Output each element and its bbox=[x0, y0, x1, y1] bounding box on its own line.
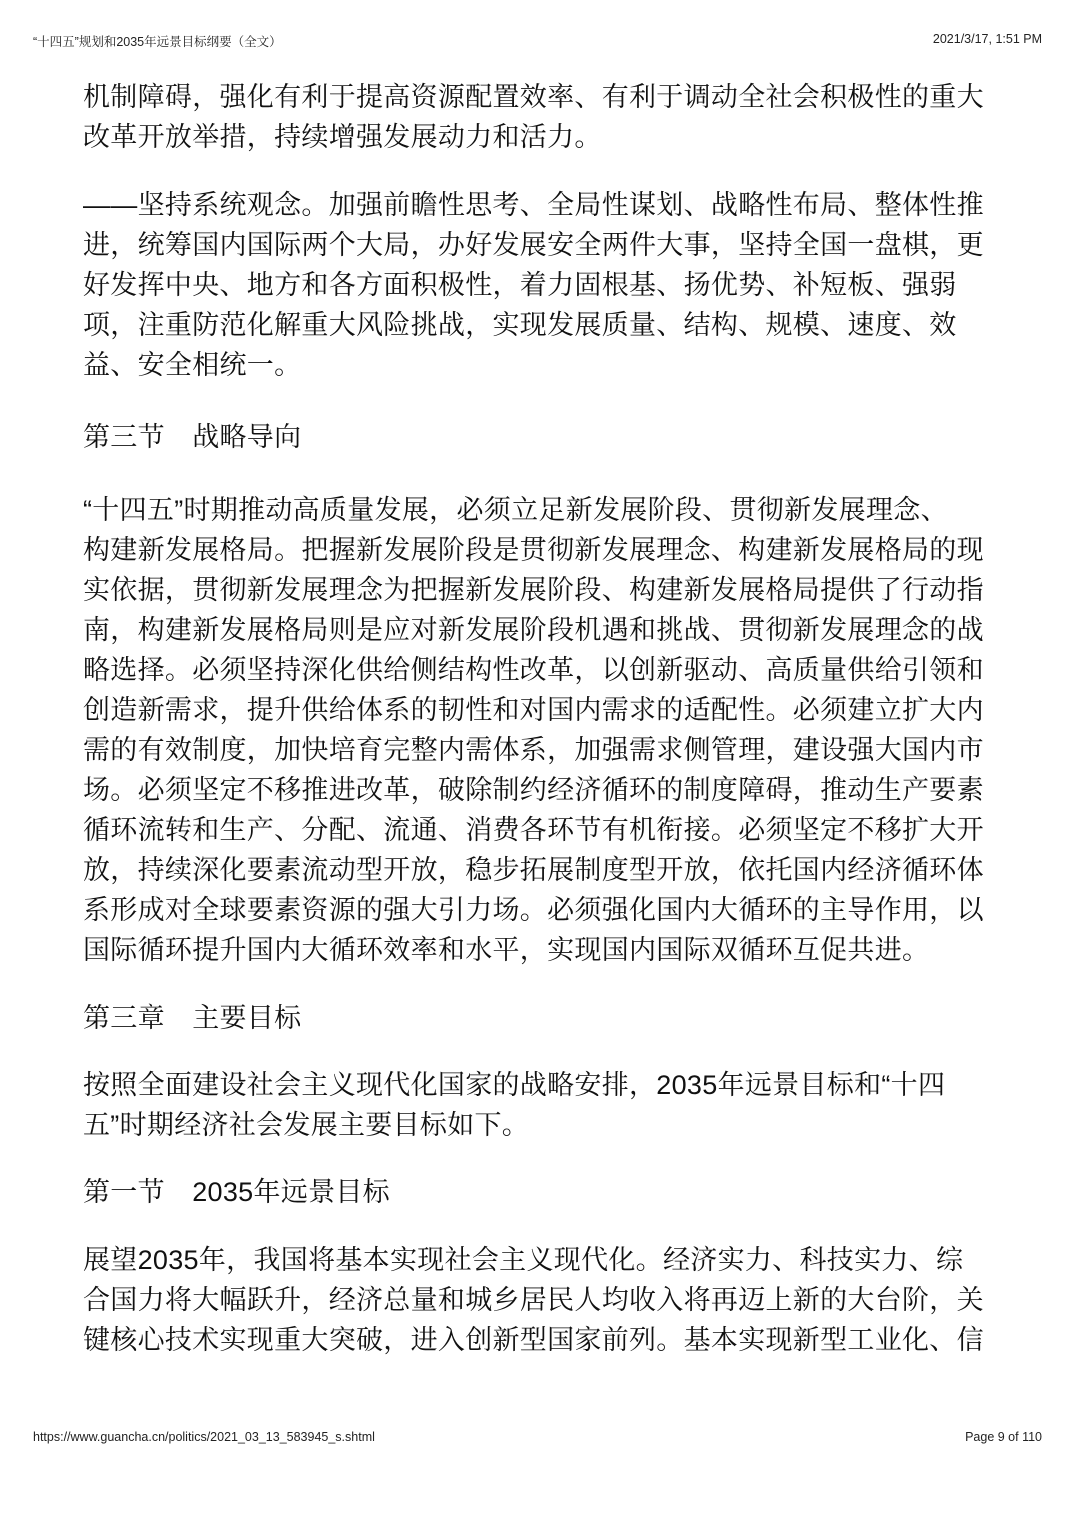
text-line: 放，持续深化要素流动型开放，稳步拓展制度型开放，依托国内经济循环体 bbox=[83, 855, 984, 885]
text-line: 国际循环提升国内大循环效率和水平，实现国内国际双循环互促共进。 bbox=[83, 935, 930, 965]
text-line: 场。必须坚定不移推进改革，破除制约经济循环的制度障碍，推动生产要素 bbox=[83, 775, 984, 805]
text-line: 展望2035年，我国将基本实现社会主义现代化。经济实力、科技实力、综 bbox=[83, 1245, 964, 1275]
section-heading bbox=[83, 1172, 1003, 1212]
document-title: “十四五”规划和2035年远景目标纲要（全文） bbox=[33, 35, 282, 49]
text-line: 项，注重防范化解重大风险挑战，实现发展质量、结构、规模、速度、效 bbox=[83, 310, 957, 340]
text-line: 需的有效制度，加快培育完整内需体系，加强需求侧管理，建设强大国内市 bbox=[83, 735, 984, 765]
text-line: 构建新发展格局。把握新发展阶段是贯彻新发展理念、构建新发展格局的现 bbox=[83, 535, 984, 565]
text-line: 进，统筹国内国际两个大局，办好发展安全两件大事，坚持全国一盘棋，更 bbox=[83, 230, 984, 260]
paragraph bbox=[83, 185, 1003, 385]
text-line: 系形成对全球要素资源的强大引力场。必须强化国内大循环的主导作用，以 bbox=[83, 895, 984, 925]
text-line: 循环流转和生产、分配、流通、消费各环节有机衔接。必须坚定不移扩大开 bbox=[83, 815, 984, 845]
chapter-heading bbox=[83, 998, 1003, 1038]
paragraph bbox=[83, 1240, 1003, 1360]
print-datetime: 2021/3/17, 1:51 PM bbox=[932, 32, 1042, 46]
text-line: ——坚持系统观念。加强前瞻性思考、全局性谋划、战略性布局、整体性推 bbox=[83, 190, 984, 220]
heading-text: 第三章 主要目标 bbox=[83, 1003, 302, 1033]
source-url[interactable]: https://www.guancha.cn/politics/2021_03_13_583945_s.shtml bbox=[33, 1430, 375, 1444]
paragraph bbox=[83, 490, 1003, 970]
heading-text: 第一节 2035年远景目标 bbox=[83, 1177, 390, 1207]
text-line: 益、安全相统一。 bbox=[83, 350, 302, 380]
text-line: 创造新需求，提升供给体系的韧性和对国内需求的适配性。必须建立扩大内 bbox=[83, 695, 984, 725]
paragraph bbox=[83, 77, 1003, 157]
text-line: 键核心技术实现重大突破，进入创新型国家前列。基本实现新型工业化、信 bbox=[83, 1325, 984, 1355]
text-line: 五”时期经济社会发展主要目标如下。 bbox=[83, 1110, 530, 1140]
paragraph bbox=[83, 1065, 1003, 1145]
section-heading bbox=[83, 417, 1003, 457]
text-line: 改革开放举措，持续增强发展动力和活力。 bbox=[83, 122, 602, 152]
text-line: 按照全面建设社会主义现代化国家的战略安排，2035年远景目标和“十四 bbox=[83, 1070, 946, 1100]
text-line: 好发挥中央、地方和各方面积极性，着力固根基、扬优势、补短板、强弱 bbox=[83, 270, 957, 300]
text-line: 略选择。必须坚持深化供给侧结构性改革，以创新驱动、高质量供给引领和 bbox=[83, 655, 984, 685]
heading-text: 第三节 战略导向 bbox=[83, 422, 302, 452]
text-line: 南，构建新发展格局则是应对新发展阶段机遇和挑战、贯彻新发展理念的战 bbox=[83, 615, 984, 645]
text-line: “十四五”时期推动高质量发展，必须立足新发展阶段、贯彻新发展理念、 bbox=[83, 495, 948, 525]
text-line: 机制障碍，强化有利于提高资源配置效率、有利于调动全社会积极性的重大 bbox=[83, 82, 984, 112]
page-number: Page 9 of 110 bbox=[965, 1430, 1042, 1444]
text-line: 合国力将大幅跃升，经济总量和城乡居民人均收入将再迈上新的大台阶，关 bbox=[83, 1285, 984, 1315]
text-line: 实依据，贯彻新发展理念为把握新发展阶段、构建新发展格局提供了行动指 bbox=[83, 575, 984, 605]
